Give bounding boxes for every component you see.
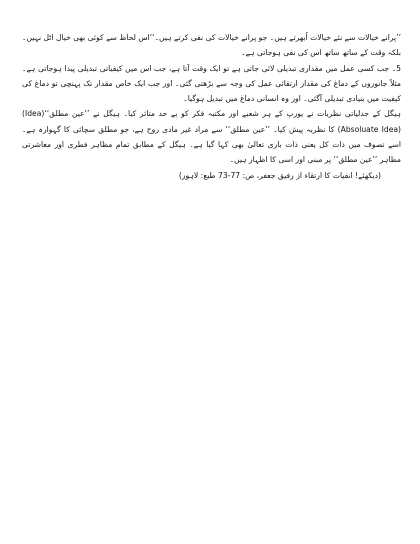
paragraph-quote: ’’پرانے خیالات سے نئے خیالات اُبھرتے ہیں۔ جو پرانے خیالات کی نفی کرتے ہیں۔‘‘اس لحاظ سے کوئی بھی خیال اٹل نہیں۔ بلکہ وقت کے ساتھ ساتھ اس کی نفی ہوجاتی ہے۔ [22, 33, 401, 58]
paragraph-point-5: 5۔ جب کسی عمل میں مقداری تبدیلی لائی جاتی ہے تو ایک وقت آتا ہے، جب اس میں کیفیاتی تبدیلی پیدا ہوجاتی ہے۔ مثلاً جانوروں کے دماغ کی مقدار ارتقائی عمل کی وجہ سے بڑھتی گئی۔ اور جب ایک خاص مقدار تک پہنچی تو دماغ کی کیفیت میں بنیادی تبدیلی آگئی۔ اور وہ انسانی دماغ میں تبدیل ہوگیا۔ [22, 63, 401, 104]
reference-citation: (دیکھئے! انفیات کا ارتقاء از رفیق جعفر، ص: 77-73 طبع: لاہور) [178, 170, 381, 180]
paragraph-hegel: ہیگل کے جدلیاتی نظریات نے یورپ کے ہر شعبے اور مکتبہ فکر کو بے حد متاثر کیا۔ ہیگل نے ’’عین مطلق‘‘(Idea) (Absoluate Idea) کا نظریہ پیش کیا۔ ’’عین مطلق‘‘ سے مراد غیر مادی روح ہے، جو مطلق سچائی کا گہوارہ ہے۔ اسے تصوف میں ذات کل یعنی ذات باری تعالیٰ بھی کہا گیا ہے۔ ہیگل کے مطابق تمام مظاہر فطری اور معاشرتی مظاہر ’’عین مطلق‘‘ پر مبنی اور اسی کا اظہار ہیں۔ [22, 109, 401, 165]
document-body [22, 30, 401, 183]
